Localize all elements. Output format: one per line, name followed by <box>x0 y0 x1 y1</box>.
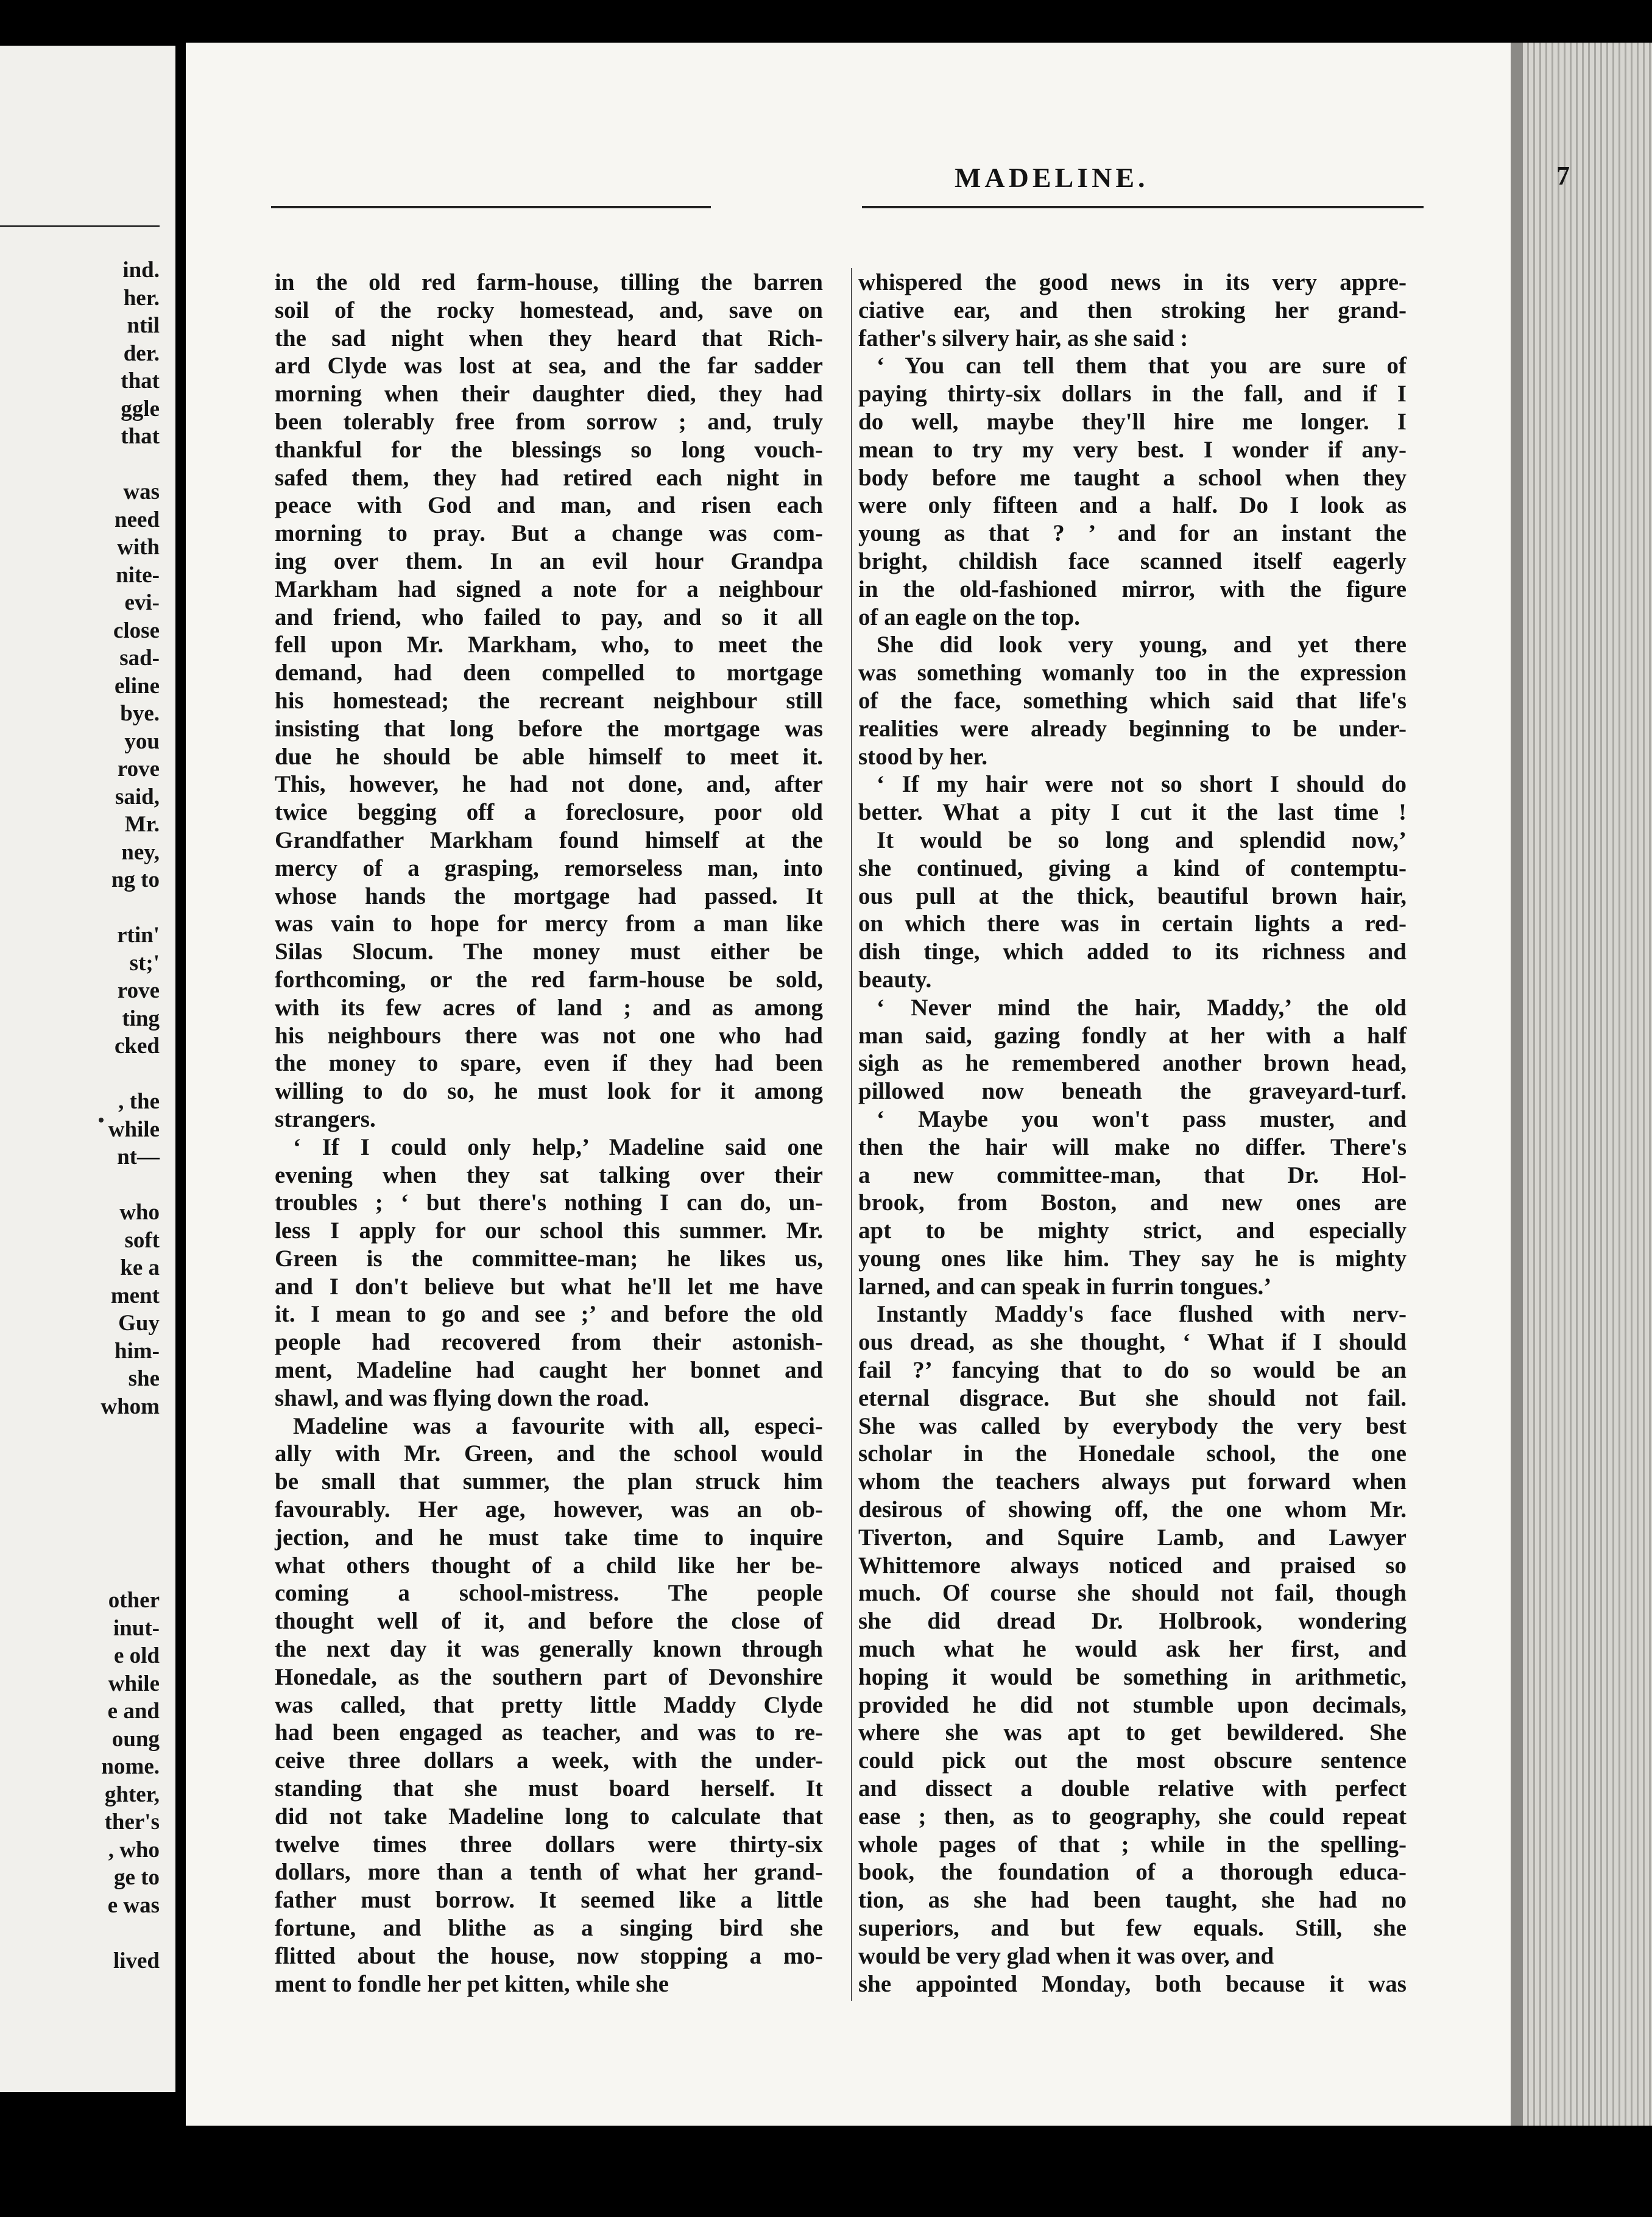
text-line: been tolerably free from sorrow ; and, truly <box>275 408 823 435</box>
facing-page-text: while <box>108 1116 160 1142</box>
text-line: less I apply for our school this summer. Mr. <box>275 1218 823 1244</box>
text-line: father must borrow. It seemed like a little <box>275 1887 823 1914</box>
facing-page-text: nt— <box>117 1144 160 1169</box>
text-line: father's silvery hair, as she said : <box>858 325 1188 351</box>
facing-page-fragment <box>0 46 175 2092</box>
text-line: jection, and he must take time to inquire <box>275 1524 823 1551</box>
text-line: Whittemore always noticed and praised so <box>858 1552 1407 1579</box>
text-line: she appointed Monday, both because it was <box>858 1970 1407 1997</box>
text-line: of the face, something which said that life's <box>858 687 1407 714</box>
text-line: scholar in the Honedale school, the one <box>858 1440 1407 1467</box>
facing-page-text: that <box>121 424 160 449</box>
text-line: fortune, and blithe as a singing bird she <box>275 1915 823 1942</box>
text-line: safed them, they had retired each night in <box>275 464 823 491</box>
text-line: She did look very young, and yet there <box>877 632 1407 658</box>
facing-page-text: ke a <box>120 1255 160 1280</box>
text-line: dollars, more than a tenth of what her grand- <box>275 1859 823 1886</box>
text-line: ‘ Maybe you won't pass muster, and <box>877 1105 1407 1132</box>
text-line: dish tinge, which added to its richness and <box>858 939 1407 965</box>
facing-page-text: ind. <box>122 258 160 283</box>
facing-page-text: lived <box>113 1948 160 1973</box>
text-line: ous dread, as she thought, ‘ What if I should <box>858 1329 1407 1356</box>
text-line: ment, Madeline had caught her bonnet and <box>275 1357 823 1384</box>
text-line: mercy of a grasping, remorseless man, into <box>275 855 823 881</box>
text-line: provided he did not stumble upon decimals, <box>858 1691 1407 1718</box>
text-line: do well, maybe they'll hire me longer. I <box>858 408 1407 435</box>
text-line: favourably. Her age, however, was an ob- <box>275 1496 823 1523</box>
column-divider <box>851 268 852 2001</box>
text-line: mean to try my very best. I wonder if any- <box>858 436 1407 463</box>
text-line: Honedale, as the southern part of Devonshire <box>275 1663 823 1690</box>
text-line: ‘ If my hair were not so short I should do <box>877 771 1407 798</box>
text-line: it. I mean to go and see ;’ and before the old <box>275 1301 823 1328</box>
text-line: flitted about the house, now stopping a mo- <box>275 1942 823 1969</box>
text-line: book, the foundation of a thorough educa- <box>858 1859 1407 1886</box>
facing-page-text: with <box>117 535 160 560</box>
text-line: pillowed now beneath the graveyard-turf. <box>858 1078 1407 1105</box>
text-line: twelve times three dollars were thirty-six <box>275 1831 823 1858</box>
facing-page-text: her. <box>123 285 160 311</box>
text-column-left <box>275 269 823 1998</box>
text-line: be small that summer, the plan struck him <box>275 1468 823 1495</box>
header-rule-right <box>862 206 1424 208</box>
text-line: hoping it would be something in arithmetic, <box>858 1663 1407 1690</box>
text-line: paying thirty-six dollars in the fall, and if I <box>858 381 1407 407</box>
text-line: the sad night when they heard that Rich- <box>275 325 823 351</box>
facing-page-rule <box>0 225 160 227</box>
text-line: young ones like him. They say he is mighty <box>858 1245 1407 1272</box>
facing-page-text: ng to <box>111 867 160 892</box>
text-line: insisting that long before the mortgage was <box>275 715 823 742</box>
text-line: thought well of it, and before the close of <box>275 1608 823 1635</box>
text-line: It would be so long and splendid now,’ <box>877 827 1407 853</box>
text-line: coming a school-mistress. The people <box>275 1580 823 1607</box>
text-line: troubles ; ‘ but there's nothing I can do, un- <box>275 1190 823 1216</box>
facing-page-text: was <box>123 479 160 504</box>
text-line: tion, as she had been taught, she had no <box>858 1887 1407 1914</box>
book-page-edges <box>1505 43 1652 2126</box>
text-line: Silas Slocum. The money must either be <box>275 939 823 965</box>
text-line: then the hair will make no differ. There's <box>858 1133 1407 1160</box>
text-line: evening when they sat talking over their <box>275 1161 823 1188</box>
text-line: morning when their daughter died, they had <box>275 381 823 407</box>
facing-page-text: rove <box>117 978 160 1003</box>
text-line: and dissect a double relative with perfect <box>858 1775 1407 1802</box>
facing-page-text: ney, <box>121 839 160 865</box>
facing-page-text: st;' <box>129 950 160 976</box>
text-line: ard Clyde was lost at sea, and the far sadder <box>275 353 823 379</box>
text-line: realities were already beginning to be under- <box>858 715 1407 742</box>
facing-page-text: nite- <box>116 562 160 588</box>
text-line: she did dread Dr. Holbrook, wondering <box>858 1608 1407 1635</box>
text-line: in the old-fashioned mirror, with the figure <box>858 576 1407 602</box>
facing-page-text: , who <box>108 1837 160 1863</box>
text-line: with its few acres of land ; and as among <box>275 994 823 1021</box>
text-line: Grandfather Markham found himself at the <box>275 827 823 853</box>
facing-page-text: e and <box>107 1699 160 1724</box>
text-line: Markham had signed a note for a neighbour <box>275 576 823 602</box>
text-line: fail ?’ fancying that to do so would be an <box>858 1357 1407 1384</box>
facing-page-text: close <box>113 618 160 643</box>
text-line: beauty. <box>858 966 932 993</box>
facing-page-text: him- <box>115 1338 160 1364</box>
text-line: Madeline was a favourite with all, especi- <box>293 1412 823 1439</box>
text-line: in the old red farm-house, tilling the barren <box>275 269 823 295</box>
text-line: where she was apt to get bewildered. She <box>858 1719 1407 1746</box>
facing-page-text: e old <box>113 1643 160 1668</box>
text-line: Instantly Maddy's face flushed with nerv- <box>877 1301 1407 1328</box>
facing-page-text: ggle <box>121 396 160 421</box>
text-line: eternal disgrace. But she should not fail. <box>858 1384 1407 1411</box>
text-line: strangers. <box>275 1105 376 1132</box>
facing-page-text: der. <box>123 340 160 366</box>
text-line: ing over them. In an evil hour Grandpa <box>275 548 823 574</box>
facing-page-text: nome. <box>101 1754 160 1779</box>
text-line: ous pull at the thick, beautiful brown hair, <box>858 883 1407 909</box>
text-line: much what he would ask her first, and <box>858 1636 1407 1663</box>
facing-page-text: evi- <box>124 590 160 615</box>
text-line: fell upon Mr. Markham, who, to meet the <box>275 632 823 658</box>
facing-page-text: inut- <box>113 1615 160 1641</box>
text-line: desirous of showing off, the one whom Mr. <box>858 1496 1407 1523</box>
facing-page-text: e was <box>107 1892 160 1918</box>
text-line: apt to be mighty strict, and especially <box>858 1218 1407 1244</box>
text-line: brook, from Boston, and new ones are <box>858 1190 1407 1216</box>
facing-page-text: said, <box>115 784 160 809</box>
text-line: young as that ? ’ and for an instant the <box>858 520 1407 547</box>
facing-page-text: oung <box>111 1726 160 1752</box>
facing-page-text: ment <box>110 1283 160 1308</box>
text-line: thankful for the blessings so long vouch- <box>275 436 823 463</box>
text-line: she continued, giving a kind of contemptu- <box>858 855 1407 881</box>
text-line: what others thought of a child like her be- <box>275 1552 823 1579</box>
facing-page-text: you <box>124 728 160 754</box>
text-line: Tiverton, and Squire Lamb, and Lawyer <box>858 1524 1407 1551</box>
text-line: better. What a pity I cut it the last time ! <box>858 799 1407 826</box>
text-line: ally with Mr. Green, and the school would <box>275 1440 823 1467</box>
ink-speck <box>99 1118 104 1123</box>
text-line: demand, had deen compelled to mortgage <box>275 660 823 686</box>
facing-page-text: eline <box>115 673 160 699</box>
text-line: the next day it was generally known through <box>275 1636 823 1663</box>
text-line: whole pages of that ; while in the spelling- <box>858 1831 1407 1858</box>
facing-page-text: rove <box>117 756 160 781</box>
facing-page-text: while <box>108 1671 160 1696</box>
text-line: would be very glad when it was over, and <box>858 1942 1274 1969</box>
facing-page-text: whom <box>101 1394 160 1419</box>
text-line: did not take Madeline long to calculate that <box>275 1803 823 1830</box>
facing-page-text: bye. <box>120 701 160 726</box>
book-page <box>186 43 1570 2126</box>
text-line: standing that she must board herself. It <box>275 1775 823 1802</box>
facing-page-text: ntil <box>127 313 160 338</box>
text-line: Green is the committee-man; he likes us, <box>275 1245 823 1272</box>
text-line: bright, childish face scanned itself eagerly <box>858 548 1407 574</box>
facing-page-text: ge to <box>114 1865 160 1890</box>
text-line: shawl, and was flying down the road. <box>275 1384 649 1411</box>
text-line: could pick out the most obscure sentence <box>858 1747 1407 1774</box>
text-line: forthcoming, or the red farm-house be sold, <box>275 966 823 993</box>
text-line: twice begging off a foreclosure, poor old <box>275 799 823 826</box>
text-line: ‘ Never mind the hair, Maddy,’ the old <box>877 994 1407 1021</box>
facing-page-text: other <box>108 1588 160 1613</box>
text-line: ease ; then, as to geography, she could repeat <box>858 1803 1407 1830</box>
facing-page-text: Mr. <box>124 812 160 837</box>
facing-page-text: that <box>121 368 160 393</box>
text-line: due he should be able himself to meet it. <box>275 743 823 770</box>
text-line: superiors, and but few equals. Still, she <box>858 1915 1407 1942</box>
text-line: and I don't believe but what he'll let me have <box>275 1273 823 1300</box>
text-line: willing to do so, he must look for it among <box>275 1078 823 1105</box>
facing-page-text: ther's <box>104 1810 160 1835</box>
text-line: whose hands the mortgage had passed. It <box>275 883 823 909</box>
text-line: had been engaged as teacher, and was to re- <box>275 1719 823 1746</box>
header-rule-left <box>271 206 711 208</box>
text-line: sigh as he remembered another brown head, <box>858 1050 1407 1077</box>
page-number: 7 <box>1556 161 1570 191</box>
running-title: MADELINE. <box>955 162 1149 193</box>
text-line: ment to fondle her pet kitten, while she <box>275 1970 669 1997</box>
text-column-right <box>858 269 1407 1998</box>
text-line: and friend, who failed to pay, and so it all <box>275 604 823 630</box>
text-line: were only fifteen and a half. Do I look as <box>858 492 1407 519</box>
text-line: was vain to hope for mercy from a man like <box>275 911 823 937</box>
text-line: the money to spare, even if they had been <box>275 1050 823 1077</box>
text-line: ceive three dollars a week, with the under- <box>275 1747 823 1774</box>
text-line: stood by her. <box>858 743 988 770</box>
text-line: of an eagle on the top. <box>858 604 1080 630</box>
facing-page-text: Guy <box>118 1311 160 1336</box>
text-line: She was called by everybody the very best <box>858 1412 1407 1439</box>
facing-page-text: she <box>128 1366 160 1391</box>
text-line: peace with God and man, and risen each <box>275 492 823 519</box>
text-line: much. Of course she should not fail, though <box>858 1580 1407 1607</box>
facing-page-text: , the <box>118 1089 160 1114</box>
text-line: his neighbours there was not one who had <box>275 1022 823 1049</box>
text-line: a new committee-man, that Dr. Hol- <box>858 1161 1407 1188</box>
text-line: body before me taught a school when they <box>858 464 1407 491</box>
text-line: was called, that pretty little Maddy Clyde <box>275 1691 823 1718</box>
facing-page-text: ting <box>122 1006 160 1031</box>
text-line: his homestead; the recreant neighbour still <box>275 687 823 714</box>
text-line: was something womanly too in the expression <box>858 660 1407 686</box>
text-line: larned, and can speak in furrin tongues.’ <box>858 1273 1272 1300</box>
text-line: ciative ear, and then stroking her grand- <box>858 297 1407 323</box>
text-line: ‘ If I could only help,’ Madeline said one <box>293 1133 823 1160</box>
text-line: people had recovered from their astonish- <box>275 1329 823 1356</box>
facing-page-text: rtin' <box>117 923 160 948</box>
facing-page-text: sad- <box>119 646 160 671</box>
text-line: on which there was in certain lights a red- <box>858 911 1407 937</box>
text-line: man said, gazing fondly at her with a half <box>858 1022 1407 1049</box>
text-line: ‘ You can tell them that you are sure of <box>877 353 1407 379</box>
text-line: soil of the rocky homestead, and, save on <box>275 297 823 323</box>
text-line: whom the teachers always put forward when <box>858 1468 1407 1495</box>
text-line: morning to pray. But a change was com- <box>275 520 823 547</box>
facing-page-text: cked <box>115 1034 160 1059</box>
facing-page-text: who <box>119 1200 160 1225</box>
text-line: This, however, he had not done, and, after <box>275 771 823 798</box>
facing-page-text: ghter, <box>104 1782 160 1807</box>
text-line: whispered the good news in its very appre- <box>858 269 1407 295</box>
facing-page-text: soft <box>124 1227 160 1253</box>
facing-page-text: need <box>115 507 160 532</box>
